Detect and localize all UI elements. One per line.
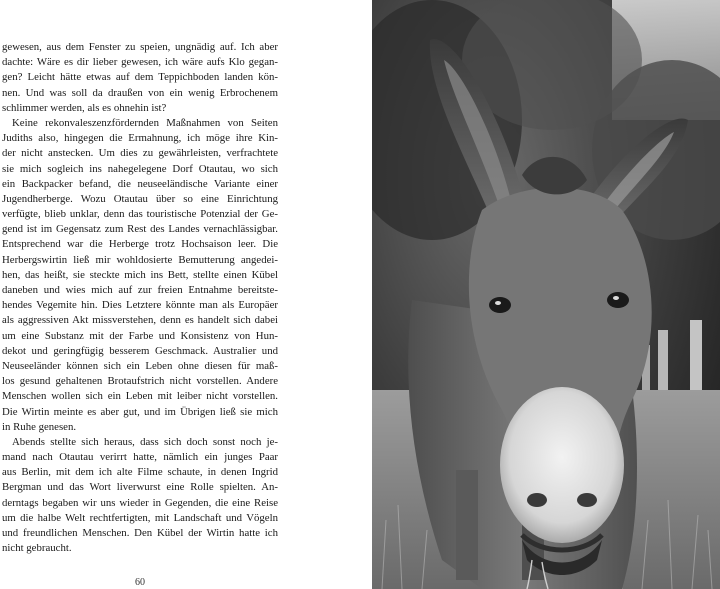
text-line: ein Backpacker befand, die neuseeländische Variante einer bbox=[2, 177, 278, 190]
text-line: gend ist im Gegensatz zum Rest des Landes vernachlässigbar. bbox=[2, 223, 278, 236]
text-line: Herbergswirtin ließ mir wohldosierte Bemutterung angedei- bbox=[2, 253, 278, 266]
text-line: Bergman und das Wort liverwurst eine Rolle spielten. An- bbox=[2, 481, 278, 494]
text-line: in Ruhe genesen. bbox=[2, 420, 77, 433]
donkey-photo bbox=[372, 0, 720, 589]
text-line: sie mich sogleich ins nahegelegene Dorf Otautau, wo sich bbox=[2, 162, 278, 175]
text-line: schlimmer werden, als es ohnehin ist? bbox=[2, 101, 167, 114]
text-line: dachte: Wäre es dir lieber gewesen, ich wäre aufs Klo gegan- bbox=[2, 56, 278, 69]
text-line: derntags begaben wir uns wieder in Gegenden, die eine Reise bbox=[2, 496, 278, 509]
text-line: und freundlichen Menschen. Den Kübel der Wirtin hatte ich bbox=[2, 527, 278, 539]
text-line: hen, das heißt, sie steckte mich ins Bett, stellte einen Kübel bbox=[2, 268, 278, 281]
text-line: Menschen wollen sich ein Leben mit leiber nicht vorstellen. bbox=[2, 390, 278, 403]
text-line: los gesund gehaltenen Brotaufstrich nicht vorstellen. Andere bbox=[2, 375, 278, 388]
text-line: Die Wirtin meinte es aber gut, und im Übrigen ließ sie mich bbox=[2, 405, 278, 418]
text-line: verfügte, blieb unklar, denn das touristische Potenzial der Ge- bbox=[2, 208, 278, 221]
text-line: nicht gebraucht. bbox=[2, 542, 72, 555]
text-line: Keine rekonvaleszenzfördernden Maßnahmen von Seiten bbox=[12, 116, 278, 129]
text-line: daneben und wies mich auf zur freien Entnahme bereitste- bbox=[2, 284, 278, 296]
text-line: gewesen, aus dem Fenster zu speien, ungnädig auf. Ich aber bbox=[2, 41, 278, 53]
text-line: mand nach Otautau verirrt hatte, nämlich ein junges Paar bbox=[2, 451, 278, 464]
text-line: dekot und geringfügig besserem Geschmack. Australier und bbox=[2, 344, 278, 357]
text-line: Judiths also, hingegen die Ermahnung, ich möge ihre Kin- bbox=[2, 132, 278, 145]
text-line: Neuseeländer können sich ein Leben ohne diesen für maß- bbox=[2, 359, 278, 372]
page-number: 60 bbox=[135, 577, 145, 588]
donkey-illustration bbox=[372, 0, 720, 589]
text-line: Jugendherberge. Wozu Otautau über so eine Einrichtung bbox=[2, 192, 278, 205]
text-line: um die halbe Welt rechtfertigten, mit Landschaft und Vögeln bbox=[2, 511, 278, 524]
body-text bbox=[2, 40, 278, 556]
text-line: Entsprechend war die Herberge trotz Hochsaison leer. Die bbox=[2, 238, 278, 251]
text-line: Abends stellte sich heraus, dass sich doch sonst noch je- bbox=[12, 435, 278, 448]
text-line: gen? Leicht hätte etwas auf dem Teppichboden landen kön- bbox=[2, 71, 278, 84]
text-line: der nicht anstecken. Um dies zu gewährleisten, verfrachtete bbox=[2, 147, 278, 160]
text-line: aus Berlin, mit dem ich alte Filme schaute, in denen Ingrid bbox=[2, 466, 278, 479]
text-line: um eine Substanz mit der Farbe und Konsistenz von Hun- bbox=[2, 329, 278, 342]
text-line: hendes Vegemite hin. Dies Letztere könnte man als Europäer bbox=[2, 299, 278, 312]
text-line: als aggressiven Akt missverstehen, denn es handelt sich dabei bbox=[2, 314, 278, 327]
text-line: nen. Und was soll da draußen von ein wenig Erbrochenem bbox=[2, 86, 278, 99]
